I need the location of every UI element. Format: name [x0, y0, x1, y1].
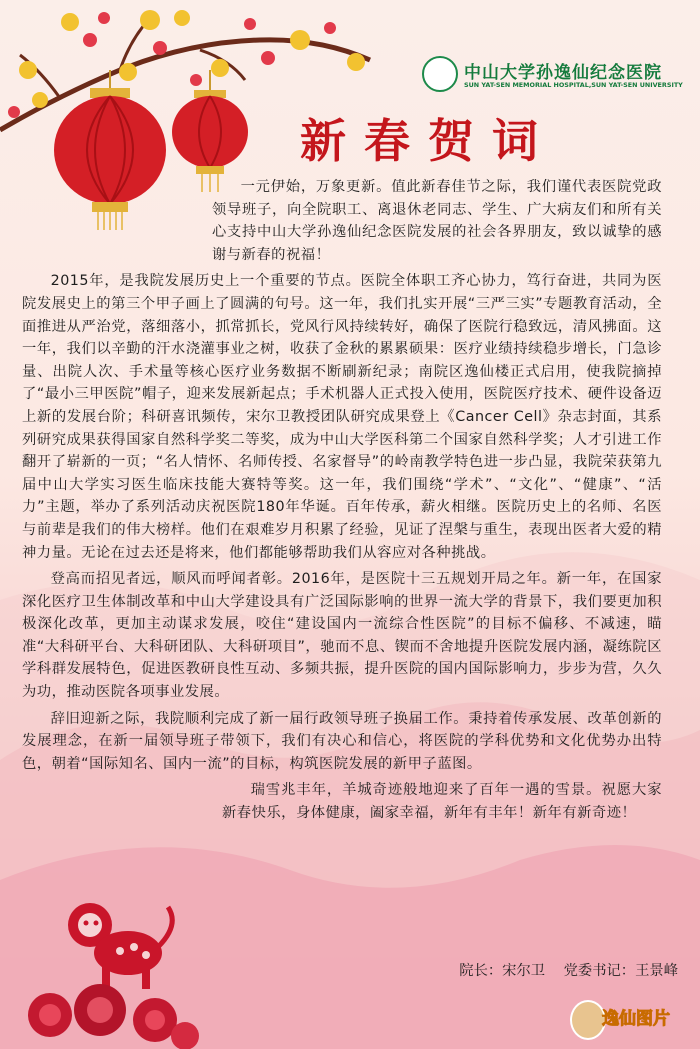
- paragraph-2015-review: 2015年，是我院发展历史上一个重要的节点。医院全体职工齐心协力，笃行奋进，共同为医院发展史上的第三个甲子画上了圆满的句号。这一年，我们扎实开展“三严三实”专题教育活动，全面推进从严治党，落细落小，抓常抓长，党风行风持续转好，确保了医院行稳致远，清风拂面。这一年，我们以辛勤的汗水浇灌事业之树，收获了金秋的累累硕果：医疗业绩持续稳步增长，门急诊量、出院人次、手术量等核心医疗业务数据不断刷新纪录；南院区逸仙楼正式启用，使我院摘掉了“最小三甲医院”帽子，迎来发展新起点；手术机器人正式投入使用，医院医疗技术、硬件设备迈上新的发展台阶；科研喜讯频传，宋尔卫教授团队研究成果登上《Cancer Cell》杂志封面，其系列研究成果获得国家自然科学奖二等奖，成为中山大学医科第二个国家自然科学奖；人才引进工作翻开了崭新的一页；“名人情怀、名师传授、名家督导”的岭南教学特色进一步凸显，我院荣获第九届中山大学实习医生临床技能大赛特等奖。这一年，我们围绕“学术”、“文化”、“健康”、“活力”主题，举办了系列活动庆祝医院180年华诞。百年传承，薪火相继。医院历史上的名师、名医与前辈是我们的伟大榜样。他们在艰难岁月积累了经验，见证了涅槃与重生，表现出医者大爱的精神力量。无论在过去还是将来，他们都能够帮助我们从容应对各种挑战。: [22, 273, 662, 561]
- hospital-name-en: SUN YAT-SEN MEMORIAL HOSPITAL,SUN YAT-SEN UNIVERSITY: [464, 81, 683, 89]
- portrait-watermark-icon: [570, 1000, 606, 1040]
- watermark: [568, 1000, 692, 1040]
- portrait-emblem-icon: [422, 56, 458, 92]
- paragraph-wishes: 瑞雪兆丰年，羊城奇迹般地迎来了百年一遇的雪景。祝愿大家新春快乐，身体健康，阖家幸福，新年有丰年！新年有新奇迹！: [222, 782, 662, 822]
- paragraph-leadership: 辞旧迎新之际，我院顺利完成了新一届行政领导班子换届工作。秉持着传承发展、改革创新的发展理念，在新一届领导班子带领下，我们有决心和信心，将医院的学科优势和文化优势办出特色，朝着“国际知名、国内一流”的目标，构筑医院发展的新甲子蓝图。: [22, 710, 662, 772]
- peony-flowers-icon: [20, 970, 200, 1049]
- paragraph-2016-plan: 登高而招见者远，顺风而呼闻者彰。2016年，是医院十三五规划开局之年。新一年，在国家深化医疗卫生体制改革和中山大学建设具有广泛国际影响的世界一流大学的背景下，我们要更加积极深化改革，更加主动谋求发展，咬住“建设国内一流综合性医院”的目标不偏移、不减速，瞄准“大科研平台、大科研团队、大科研项目”，驰而不息、锲而不舍地提升医院发展内涵，凝练院区学科群发展特色，促进医教研良性互动、多频共振，提升医院的国内国际影响力，步步为营，久久为功，推动医院各项事业发展。: [22, 571, 662, 701]
- signature-president: 院长：宋尔卫: [459, 963, 546, 979]
- signature-secretary: 党委书记：王景峰: [563, 963, 678, 979]
- hospital-logo: [422, 56, 692, 96]
- paragraph-opening: 一元伊始，万象更新。值此新春佳节之际，我们谨代表医院党政领导班子，向全院职工、离退休老同志、学生、广大病友们和所有关心支持中山大学孙逸仙纪念医院发展的社会各界朋友，致以诚挚的感谢与新春的祝福！: [212, 179, 662, 263]
- greeting-body: [22, 176, 662, 825]
- watermark-text: 逸仙图片: [602, 1009, 670, 1029]
- hospital-name-cn: 中山大学孙逸仙纪念医院: [464, 63, 662, 83]
- page-title: 新春贺词: [300, 114, 556, 168]
- signature: [445, 960, 678, 980]
